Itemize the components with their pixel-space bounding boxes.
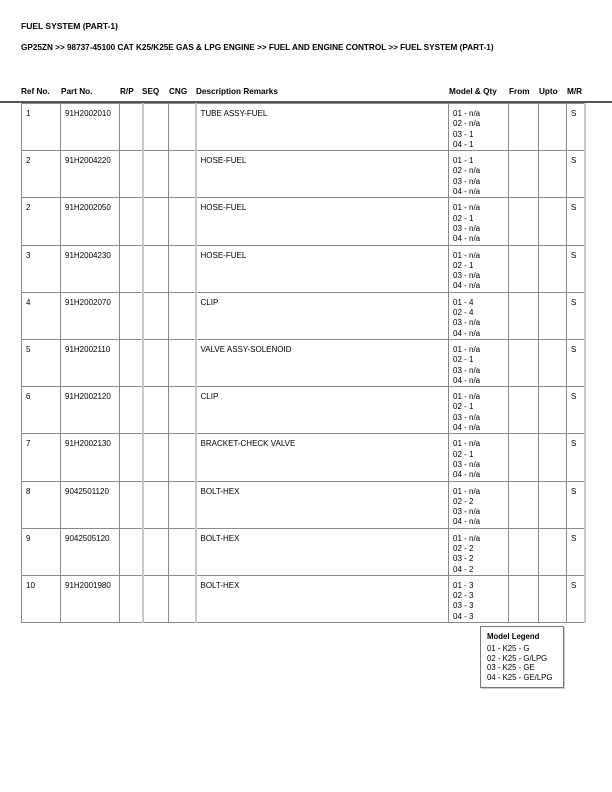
- table-row: [22, 434, 585, 481]
- header-seq: SEQ: [142, 87, 160, 96]
- model-qty-line: 03 - 3: [453, 601, 474, 611]
- cell-from: [509, 434, 539, 481]
- cell-cng: [169, 339, 196, 386]
- cell-upto: [539, 481, 567, 528]
- cell-mr: S: [567, 198, 585, 245]
- legend-item: 02 - K25 - G/LPG: [487, 653, 548, 663]
- cell-upto: [539, 292, 567, 339]
- cell-rp: [120, 575, 143, 622]
- cell-rp: [120, 245, 143, 292]
- cell-part-no: 91H2004220: [61, 151, 120, 198]
- cell-description: HOSE-FUEL: [196, 245, 449, 292]
- cell-rp: [120, 528, 143, 575]
- cell-upto: [539, 387, 567, 434]
- model-qty-line: 01 - 3: [453, 580, 474, 590]
- model-qty-line: 03 - n/a: [453, 412, 481, 422]
- table-row: [22, 245, 585, 292]
- cell-seq: [143, 528, 169, 575]
- cell-description: TUBE ASSY-FUEL: [196, 104, 449, 151]
- cell-part-no: 91H2002070: [61, 292, 120, 339]
- model-qty-line: 02 - 2: [453, 496, 474, 506]
- cell-upto: [539, 198, 567, 245]
- table-row: [22, 151, 585, 198]
- header-part-no: Part No.: [61, 87, 93, 96]
- cell-from: [509, 245, 539, 292]
- model-qty-line: 04 - n/a: [453, 187, 481, 197]
- cell-part-no: 91H2001980: [61, 575, 120, 622]
- cell-mr: S: [567, 434, 585, 481]
- cell-model-qty: [449, 245, 509, 292]
- model-qty-line: 02 - 1: [453, 355, 474, 365]
- cell-seq: [143, 339, 169, 386]
- cell-rp: [120, 292, 143, 339]
- cell-mr: S: [567, 151, 585, 198]
- cell-mr: S: [567, 245, 585, 292]
- model-qty-line: 04 - 2: [453, 564, 474, 574]
- cell-seq: [143, 575, 169, 622]
- model-qty-line: 04 - n/a: [453, 234, 481, 244]
- cell-from: [509, 151, 539, 198]
- cell-upto: [539, 434, 567, 481]
- cell-mr: S: [567, 528, 585, 575]
- model-qty-line: 02 - 1: [453, 260, 474, 270]
- model-qty-line: 03 - n/a: [453, 318, 481, 328]
- cell-upto: [539, 151, 567, 198]
- header-description: Description Remarks: [196, 87, 278, 96]
- cell-cng: [169, 292, 196, 339]
- cell-ref-no: 2: [22, 198, 61, 245]
- model-qty-line: 03 - 2: [453, 554, 474, 564]
- cell-part-no: 91H2004230: [61, 245, 120, 292]
- model-qty-line: 03 - n/a: [453, 365, 481, 375]
- model-qty-line: 01 - n/a: [453, 392, 481, 402]
- cell-from: [509, 339, 539, 386]
- model-qty-line: 02 - 4: [453, 308, 474, 318]
- cell-description: BOLT-HEX: [196, 575, 449, 622]
- cell-seq: [143, 481, 169, 528]
- table-row: [22, 292, 585, 339]
- model-qty-line: 03 - n/a: [453, 507, 481, 517]
- cell-model-qty: [449, 481, 509, 528]
- cell-mr: S: [567, 481, 585, 528]
- model-qty-line: 01 - n/a: [453, 439, 481, 449]
- cell-model-qty: [449, 387, 509, 434]
- cell-mr: S: [567, 339, 585, 386]
- model-qty-line: 02 - 2: [453, 543, 474, 553]
- cell-rp: [120, 198, 143, 245]
- cell-part-no: 9042501120: [61, 481, 120, 528]
- cell-model-qty: [449, 575, 509, 622]
- cell-description: CLIP: [196, 387, 449, 434]
- cell-seq: [143, 387, 169, 434]
- cell-part-no: 91H2002110: [61, 339, 120, 386]
- cell-from: [509, 575, 539, 622]
- cell-from: [509, 528, 539, 575]
- cell-from: [509, 292, 539, 339]
- model-qty-line: 04 - n/a: [453, 281, 481, 291]
- cell-seq: [143, 434, 169, 481]
- cell-part-no: 91H2002130: [61, 434, 120, 481]
- model-qty-line: 04 - n/a: [453, 517, 481, 527]
- cell-cng: [169, 575, 196, 622]
- cell-cng: [169, 528, 196, 575]
- cell-upto: [539, 245, 567, 292]
- parts-table: [21, 103, 586, 623]
- header-model-qty: Model & Qty: [449, 87, 497, 96]
- cell-ref-no: 8: [22, 481, 61, 528]
- cell-ref-no: 2: [22, 151, 61, 198]
- legend-title: Model Legend: [487, 632, 540, 641]
- cell-description: BOLT-HEX: [196, 481, 449, 528]
- cell-part-no: 91H2002050: [61, 198, 120, 245]
- model-qty-line: 04 - n/a: [453, 328, 481, 338]
- page-title: FUEL SYSTEM (PART-1): [21, 21, 118, 31]
- header-from: From: [509, 87, 530, 96]
- model-qty-line: 04 - 1: [453, 139, 474, 149]
- cell-description: BOLT-HEX: [196, 528, 449, 575]
- legend-item: 03 - K25 - GE: [487, 663, 535, 673]
- model-qty-line: 01 - n/a: [453, 533, 481, 543]
- cell-description: HOSE-FUEL: [196, 198, 449, 245]
- cell-description: HOSE-FUEL: [196, 151, 449, 198]
- model-qty-line: 04 - 3: [453, 611, 474, 621]
- cell-mr: S: [567, 575, 585, 622]
- model-qty-line: 04 - n/a: [453, 423, 481, 433]
- cell-model-qty: [449, 339, 509, 386]
- legend-item: 01 - K25 - G: [487, 644, 530, 653]
- cell-ref-no: 6: [22, 387, 61, 434]
- model-qty-line: 04 - n/a: [453, 470, 481, 480]
- cell-cng: [169, 198, 196, 245]
- cell-cng: [169, 387, 196, 434]
- model-qty-line: 01 - 1: [453, 156, 474, 166]
- model-qty-line: 03 - n/a: [453, 459, 481, 469]
- cell-mr: S: [567, 387, 585, 434]
- cell-cng: [169, 434, 196, 481]
- header-ref-no: Ref No.: [21, 87, 50, 96]
- cell-cng: [169, 481, 196, 528]
- cell-upto: [539, 528, 567, 575]
- model-qty-line: 01 - n/a: [453, 203, 481, 213]
- table-row: [22, 104, 585, 151]
- model-qty-line: 03 - 1: [453, 129, 474, 139]
- legend-item: 04 - K25 - GE/LPG: [487, 672, 553, 682]
- model-qty-line: 02 - 1: [453, 449, 474, 459]
- model-qty-line: 01 - n/a: [453, 109, 481, 118]
- cell-upto: [539, 104, 567, 151]
- cell-ref-no: 10: [22, 575, 61, 622]
- model-qty-line: 02 - n/a: [453, 119, 481, 129]
- cell-seq: [143, 245, 169, 292]
- model-qty-line: 01 - n/a: [453, 250, 481, 260]
- cell-mr: S: [567, 292, 585, 339]
- cell-rp: [120, 387, 143, 434]
- cell-part-no: 91H2002010: [61, 104, 120, 151]
- model-qty-line: 02 - n/a: [453, 166, 481, 176]
- header-upto: Upto: [539, 87, 558, 96]
- cell-cng: [169, 245, 196, 292]
- header-rp: R/P: [120, 87, 134, 96]
- header-cng: CNG: [169, 87, 188, 96]
- model-qty-line: 01 - 4: [453, 297, 474, 307]
- cell-rp: [120, 434, 143, 481]
- cell-upto: [539, 339, 567, 386]
- table-row: [22, 198, 585, 245]
- cell-part-no: 9042505120: [61, 528, 120, 575]
- cell-upto: [539, 575, 567, 622]
- cell-seq: [143, 198, 169, 245]
- header-mr: M/R: [567, 87, 583, 96]
- table-row: [22, 528, 585, 575]
- cell-ref-no: 1: [22, 104, 61, 151]
- model-legend: [480, 626, 564, 688]
- cell-model-qty: [449, 198, 509, 245]
- model-qty-line: 03 - n/a: [453, 271, 481, 281]
- cell-from: [509, 481, 539, 528]
- cell-model-qty: [449, 434, 509, 481]
- cell-from: [509, 387, 539, 434]
- cell-cng: [169, 104, 196, 151]
- cell-mr: S: [567, 104, 585, 151]
- model-qty-line: 03 - n/a: [453, 176, 481, 186]
- cell-rp: [120, 104, 143, 151]
- cell-model-qty: [449, 292, 509, 339]
- cell-part-no: 91H2002120: [61, 387, 120, 434]
- cell-model-qty: [449, 528, 509, 575]
- cell-model-qty: [449, 151, 509, 198]
- model-qty-line: 02 - 3: [453, 591, 474, 601]
- cell-description: VALVE ASSY-SOLENOID: [196, 339, 449, 386]
- cell-ref-no: 3: [22, 245, 61, 292]
- table-row: [22, 481, 585, 528]
- model-qty-line: 01 - n/a: [453, 344, 481, 354]
- cell-model-qty: [449, 104, 509, 151]
- cell-seq: [143, 104, 169, 151]
- cell-from: [509, 198, 539, 245]
- cell-rp: [120, 151, 143, 198]
- breadcrumb: GP25ZN >> 98737-45100 CAT K25/K25E GAS & LPG ENGINE >> FUEL AND ENGINE CONTROL >> FUEL SYSTEM (PART-1): [21, 43, 494, 52]
- cell-description: CLIP: [196, 292, 449, 339]
- cell-ref-no: 9: [22, 528, 61, 575]
- cell-from: [509, 104, 539, 151]
- cell-ref-no: 7: [22, 434, 61, 481]
- model-qty-line: 02 - 1: [453, 402, 474, 412]
- cell-description: BRACKET-CHECK VALVE: [196, 434, 449, 481]
- table-row: [22, 575, 585, 622]
- model-qty-line: 02 - 1: [453, 213, 474, 223]
- table-row: [22, 339, 585, 386]
- cell-ref-no: 4: [22, 292, 61, 339]
- model-qty-line: 01 - n/a: [453, 486, 481, 496]
- cell-rp: [120, 339, 143, 386]
- table-row: [22, 387, 585, 434]
- cell-seq: [143, 292, 169, 339]
- cell-seq: [143, 151, 169, 198]
- model-qty-line: 04 - n/a: [453, 375, 481, 385]
- cell-ref-no: 5: [22, 339, 61, 386]
- cell-rp: [120, 481, 143, 528]
- table-header: [0, 87, 612, 99]
- cell-cng: [169, 151, 196, 198]
- model-qty-line: 03 - n/a: [453, 223, 481, 233]
